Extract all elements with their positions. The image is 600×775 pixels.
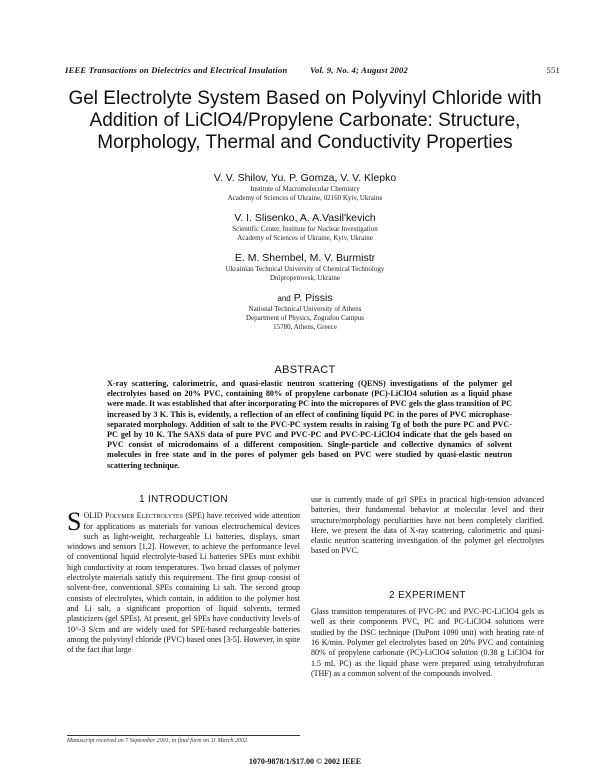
drop-cap: S [67, 507, 82, 537]
author-group-3 [40, 252, 570, 283]
author-group-4 [40, 292, 570, 332]
right-column [311, 495, 544, 679]
abstract-heading: ABSTRACT [274, 364, 336, 376]
section-heading-experiment: 2 EXPERIMENT [389, 589, 466, 601]
author-names-line [40, 292, 570, 305]
running-header [65, 65, 560, 79]
affiliation-line: Dnipropetrovsk, Ukraine [270, 274, 340, 282]
issue-info: Vol. 9, No. 4; August 2002 [310, 65, 408, 75]
intro-text: (SPE) have received wide attention for applications as materials for various electrochemical devices such as light-weight, rechargeable Li batteries, displays, smart windows and sensors [1,2]. However, to achieve the performance level of conventional liquid electrolyte-based Li batteries SPEs must exhibit high conductivity at room temperatures. Two broad classes of polymer electrolyte materials satisfy this requirement. The first group consist of solvent-free, conventional SPEs containing Li salt. The second group consists of electrolytes, which contain, in addition to the polymer host and Li salt, a significant proportion of liquid solvents, termed plasticizers (gel SPEs). At present, gel SPEs have conductivity levels of 10^-3 S/cm and are widely used for SPE-based rechargeable batteries among the polyvinyl chloride (PVC) based ones [3-5]. However, in spite of the fact that large [67, 511, 300, 655]
affiliation-line: Institute of Macromolecular Chemistry [250, 185, 360, 193]
intro-continuation: use is currently made of gel SPEs in practical high-tension advanced batteries, their fundamental behavior at molecular level and their structure/morphology peculiarities have not been completely clarified. Here, we present the data of X-ray scattering, calorimetric and quasi-elastic neutron scattering investigation of the polymer gel electrolytes based on PVC. [311, 495, 544, 556]
author-block [40, 172, 570, 341]
left-column [67, 495, 300, 655]
author-names: E. M. Shembel, M. V. Burmistr [234, 252, 376, 264]
author-names: V. I. Slisenko, A. A.Vasil'kevich [234, 212, 376, 224]
affiliation-line: Ukrainian Technical University of Chemical Technology [225, 265, 385, 273]
intro-lead: OLID Polymer Electrolytes [83, 511, 183, 521]
affiliation-line: Academy of Sciences of Ukraine, 02160 Kyiv, Ukraine [227, 194, 383, 202]
paper-title: Gel Electrolyte System Based on Polyvinyl Chloride with Addition of LiClO4/Propylene Carbonate: Structure, Morphology, Thermal and Conductivity Properties [68, 88, 542, 153]
affiliation-line: Department of Physics, Zografou Campus [245, 314, 364, 322]
intro-paragraph [67, 507, 300, 655]
section-heading-introduction: 1 INTRODUCTION [139, 494, 228, 505]
journal-name: IEEE Transactions on Dielectrics and Electrical Insulation [65, 65, 288, 75]
author-names: V. V. Shilov, Yu. P. Gomza, V. V. Klepko [213, 172, 397, 184]
abstract-text: X-ray scattering, calorimetric, and quasi-elastic neutron scattering (QENS) investigations of the polymer gel electrolytes based on 20% PVC, containing 80% of propylene carbonate (PC)-LiClO4 solution as a liquid phase were made. It was established that after incorporating PC into the micropores of PVC gels the glass transition of PC increased by 3 K. This is, evidently, a reflection of an effect of confining liquid PC in the pores of PVC microphase-separated morphology. Addition of salt to the PVC-PC system results in raising Tg of both the pure PC and PVC-PC gel by 10 K. The SAXS data of pure PVC and PVC-PC and PVC-PC-LiClO4 indicate that the gels based on PVC consist of microdomains of a different composition. Single-particle and collective dynamics of solvent molecules in free state and in the pores of polymer gels based on PVC were studied by quasi-elastic neutron scattering technique. [107, 379, 512, 470]
page-number: 551 [546, 65, 560, 75]
author-names: P. Pissis [293, 292, 333, 304]
manuscript-footnote: Manuscript received on 7 September 2001, in final form on 11 March 2002. [67, 735, 300, 744]
affiliation-line: Academy of Sciences of Ukraine, Kyiv, Ukraine [237, 234, 373, 242]
affiliation-line: Scientific Center, Institute for Nuclear Investigation [232, 225, 378, 233]
affiliation-line: National Technical University of Athens [248, 305, 362, 313]
author-group-1 [40, 172, 570, 203]
and-connector: and [277, 294, 291, 303]
author-group-2 [40, 212, 570, 243]
copyright-footer: 1070-9878/1/$17.00 © 2002 IEEE [248, 757, 362, 766]
affiliation-line: 15780, Athens, Greece [273, 323, 337, 331]
experiment-paragraph: Glass transition temperatures of PVC-PC and PVC-PC-LiClO4 gels as well as their components PVC, PC and PC-LiClO4 solutions were studied by the DSC technique (DuPont 1090 unit) with heating rate of 16 K/min. Polymer gel electrolytes based on 20% PVC and containing 80% of propylene carbonate (PC)-LiClO4 solution (0.38 g LiClO4 for 1.5 mL PC) as the liquid phase were prepared using tetrahydrofuran (THF) as a common solvent of the compounds involved. [311, 607, 544, 678]
